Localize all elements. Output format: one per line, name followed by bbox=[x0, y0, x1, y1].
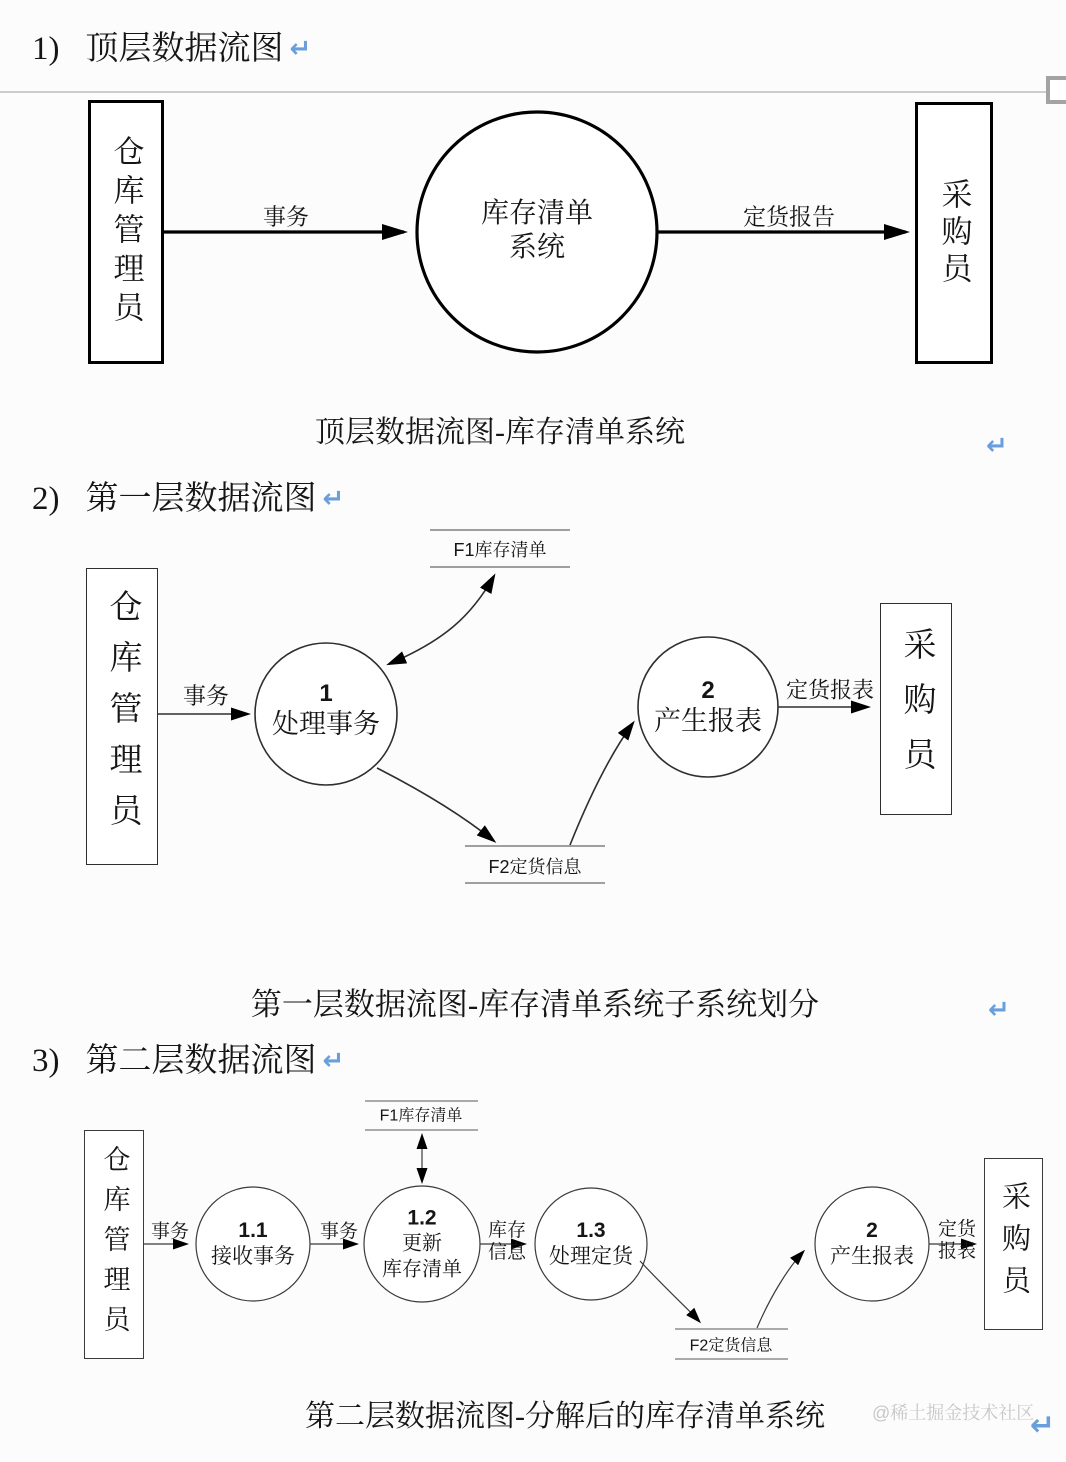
entity-label: 仓库管理员 bbox=[108, 134, 144, 330]
process-id: 1.3 bbox=[576, 1219, 606, 1242]
flow-label-transaction-1: 事务 bbox=[150, 1221, 190, 1243]
process-label-2 bbox=[830, 1218, 914, 1270]
heading-3-title: 第二层数据流图 bbox=[85, 1043, 317, 1079]
caption-top-dfd: 顶层数据流图-库存清单系统 bbox=[315, 416, 685, 449]
process-name-line1: 库存清单 bbox=[480, 198, 594, 229]
heading-3-number: 3) bbox=[32, 1043, 60, 1079]
return-mark-icon: ↵ bbox=[289, 34, 312, 64]
process-name: 接收事务 bbox=[211, 1244, 295, 1268]
entity-label: 仓库管理员 bbox=[104, 589, 141, 844]
heading-2-title: 第一层数据流图 bbox=[85, 481, 317, 517]
external-entity-warehouse-manager bbox=[86, 568, 158, 865]
external-entity-purchaser bbox=[984, 1158, 1043, 1330]
datastore-label-f1: F1库存清单 bbox=[453, 540, 547, 560]
entity-label: 采购员 bbox=[936, 177, 972, 289]
watermark: @稀土掘金技术社区 bbox=[872, 1403, 1035, 1423]
entity-label: 仓库管理员 bbox=[99, 1144, 130, 1345]
process-name: 产生报表 bbox=[654, 706, 762, 736]
flow-label-stock-info bbox=[488, 1220, 526, 1264]
caption-level2-dfd: 第二层数据流图-分解后的库存清单系统 bbox=[305, 1400, 825, 1433]
flow-label-line1: 库存 bbox=[487, 1220, 527, 1241]
process-id: 2 bbox=[866, 1219, 878, 1242]
heading-1-number: 1) bbox=[32, 31, 60, 67]
flow-label-order-report: 定货报表 bbox=[785, 677, 875, 703]
return-mark-icon: ↵ bbox=[322, 1046, 345, 1076]
process-name-line1: 更新 bbox=[402, 1232, 442, 1255]
heading-2-number: 2) bbox=[32, 481, 60, 517]
process-label-1-2 bbox=[382, 1206, 462, 1283]
return-mark-icon: ↵ bbox=[322, 484, 345, 514]
process-name-line2: 系统 bbox=[508, 232, 566, 263]
flow-arrow-to-f2 bbox=[640, 1261, 699, 1321]
process-name-line2: 库存清单 bbox=[382, 1258, 462, 1281]
flow-arrow-f1-bidirectional bbox=[389, 576, 494, 664]
external-entity-warehouse-manager bbox=[88, 100, 164, 364]
flow-arrow-f2-to-p2 bbox=[757, 1252, 803, 1328]
datastore-label-f1: F1库存清单 bbox=[379, 1107, 463, 1125]
process-name: 处理事务 bbox=[272, 709, 380, 739]
caption-level1-dfd: 第一层数据流图-库存清单系统子系统划分 bbox=[250, 987, 820, 1022]
flow-label-line2: 报表 bbox=[937, 1241, 977, 1262]
heading-1-title: 顶层数据流图 bbox=[85, 31, 284, 67]
entity-label: 采购员 bbox=[898, 626, 935, 792]
flow-label-order-report bbox=[938, 1219, 976, 1263]
entity-label: 采购员 bbox=[998, 1181, 1030, 1307]
external-entity-purchaser bbox=[880, 603, 952, 815]
heading-2 bbox=[32, 472, 344, 519]
process-label-1 bbox=[272, 680, 380, 740]
process-label-inventory-system bbox=[481, 197, 593, 265]
process-label-2 bbox=[654, 677, 762, 737]
flow-label-transaction: 事务 bbox=[183, 683, 229, 709]
datastore-label-f2: F2定货信息 bbox=[488, 857, 582, 877]
return-mark-icon: ↵ bbox=[988, 995, 1010, 1025]
process-name: 处理定货 bbox=[549, 1244, 633, 1268]
process-id: 2 bbox=[701, 677, 715, 704]
process-name: 产生报表 bbox=[830, 1244, 914, 1268]
flow-label-line2: 信息 bbox=[487, 1242, 527, 1263]
process-id: 1.1 bbox=[238, 1219, 268, 1242]
datastore-label-f2: F2定货信息 bbox=[689, 1337, 773, 1355]
return-mark-icon: ↵ bbox=[986, 431, 1008, 461]
process-id: 1.2 bbox=[407, 1206, 437, 1230]
process-label-1-3 bbox=[549, 1218, 633, 1270]
flow-label-order-report: 定货报告 bbox=[743, 204, 835, 230]
external-entity-purchaser bbox=[915, 102, 993, 364]
flow-arrow-to-f2 bbox=[377, 768, 494, 841]
process-id: 1 bbox=[319, 680, 333, 707]
flow-arrow-f2-to-p2 bbox=[570, 723, 633, 845]
process-label-1-1 bbox=[211, 1218, 295, 1270]
external-entity-warehouse-manager bbox=[84, 1130, 144, 1359]
heading-1 bbox=[32, 22, 311, 69]
flow-label-transaction-2: 事务 bbox=[319, 1221, 359, 1243]
heading-3 bbox=[32, 1034, 344, 1081]
flow-label-line1: 定货 bbox=[937, 1219, 977, 1240]
return-mark-icon: ↵ bbox=[1030, 1408, 1056, 1443]
flow-label-transaction: 事务 bbox=[263, 204, 309, 230]
